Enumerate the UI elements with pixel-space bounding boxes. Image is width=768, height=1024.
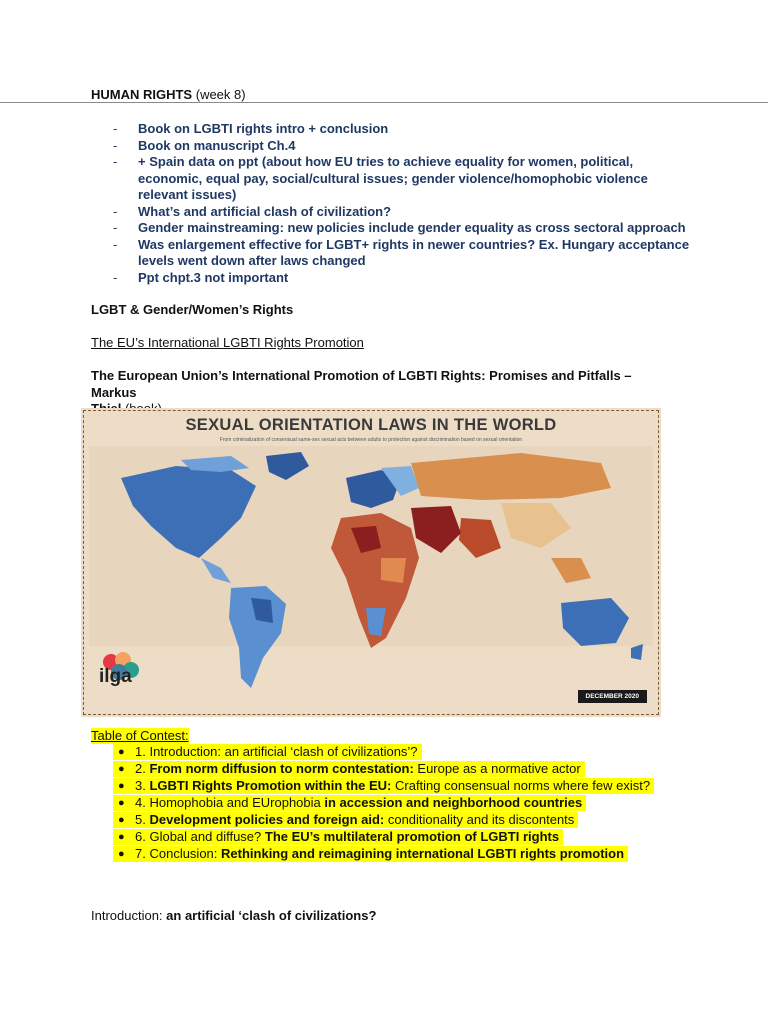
title-text: HUMAN RIGHTS	[91, 87, 193, 102]
intro-title: an artificial ‘clash of civilizations?	[166, 908, 377, 923]
week-label: (week 8)	[195, 87, 246, 102]
toc-heading: Table of Contest:	[91, 728, 189, 743]
note-item: - Book on manuscript Ch.4	[113, 137, 296, 153]
map-title: SEXUAL ORIENTATION LAWS IN THE WORLD	[185, 416, 557, 434]
intro-label: Introduction:	[91, 908, 163, 923]
map-subtitle: From criminalization of consensual same-sex sexual acts between adults to protection against discrimination based on sexual orientation	[219, 437, 523, 443]
note-item: - Ppt chpt.3 not important	[113, 269, 289, 285]
bullet-icon: ●	[118, 848, 125, 860]
note-item: - Book on LGBTI rights intro + conclusion	[113, 121, 389, 136]
world-map-image	[81, 408, 661, 717]
subsection-heading: The EU’s International LGBTI Rights Promotion	[91, 335, 364, 350]
bullet-icon: ●	[118, 746, 125, 758]
bullet-icon: ●	[118, 831, 125, 843]
world-map-graphic	[81, 408, 661, 717]
notes-list	[91, 121, 691, 286]
book-title: The European Union’s International Promotion of LGBTI Rights: Promises and Pitfalls – Markus	[91, 368, 632, 400]
introduction-heading	[91, 908, 376, 924]
bullet-icon: ●	[118, 763, 125, 775]
bullet-icon: ●	[118, 797, 125, 809]
note-item: - What’s and artificial clash of civilization?	[113, 203, 392, 219]
section-heading: LGBT & Gender/Women’s Rights	[91, 302, 294, 317]
bullet-icon: ●	[118, 780, 125, 792]
note-item: - + Spain data on ppt (about how EU tries to achieve equality for women, political, economic, equal pay, social/cultural issues; gender violence/homophobic violence relevant issues)	[113, 154, 648, 202]
ilga-logo-text: ilga	[99, 666, 132, 687]
date-badge: DECEMBER 2020	[578, 690, 647, 703]
note-item: - Gender mainstreaming: new policies include gender equality as cross sectoral approach	[113, 220, 686, 235]
bullet-icon: ●	[118, 814, 125, 826]
note-item: - Was enlargement effective for LGBT+ rights in newer countries? Ex. Hungary acceptance levels went down after laws changed	[113, 236, 690, 268]
document-title	[91, 87, 246, 104]
